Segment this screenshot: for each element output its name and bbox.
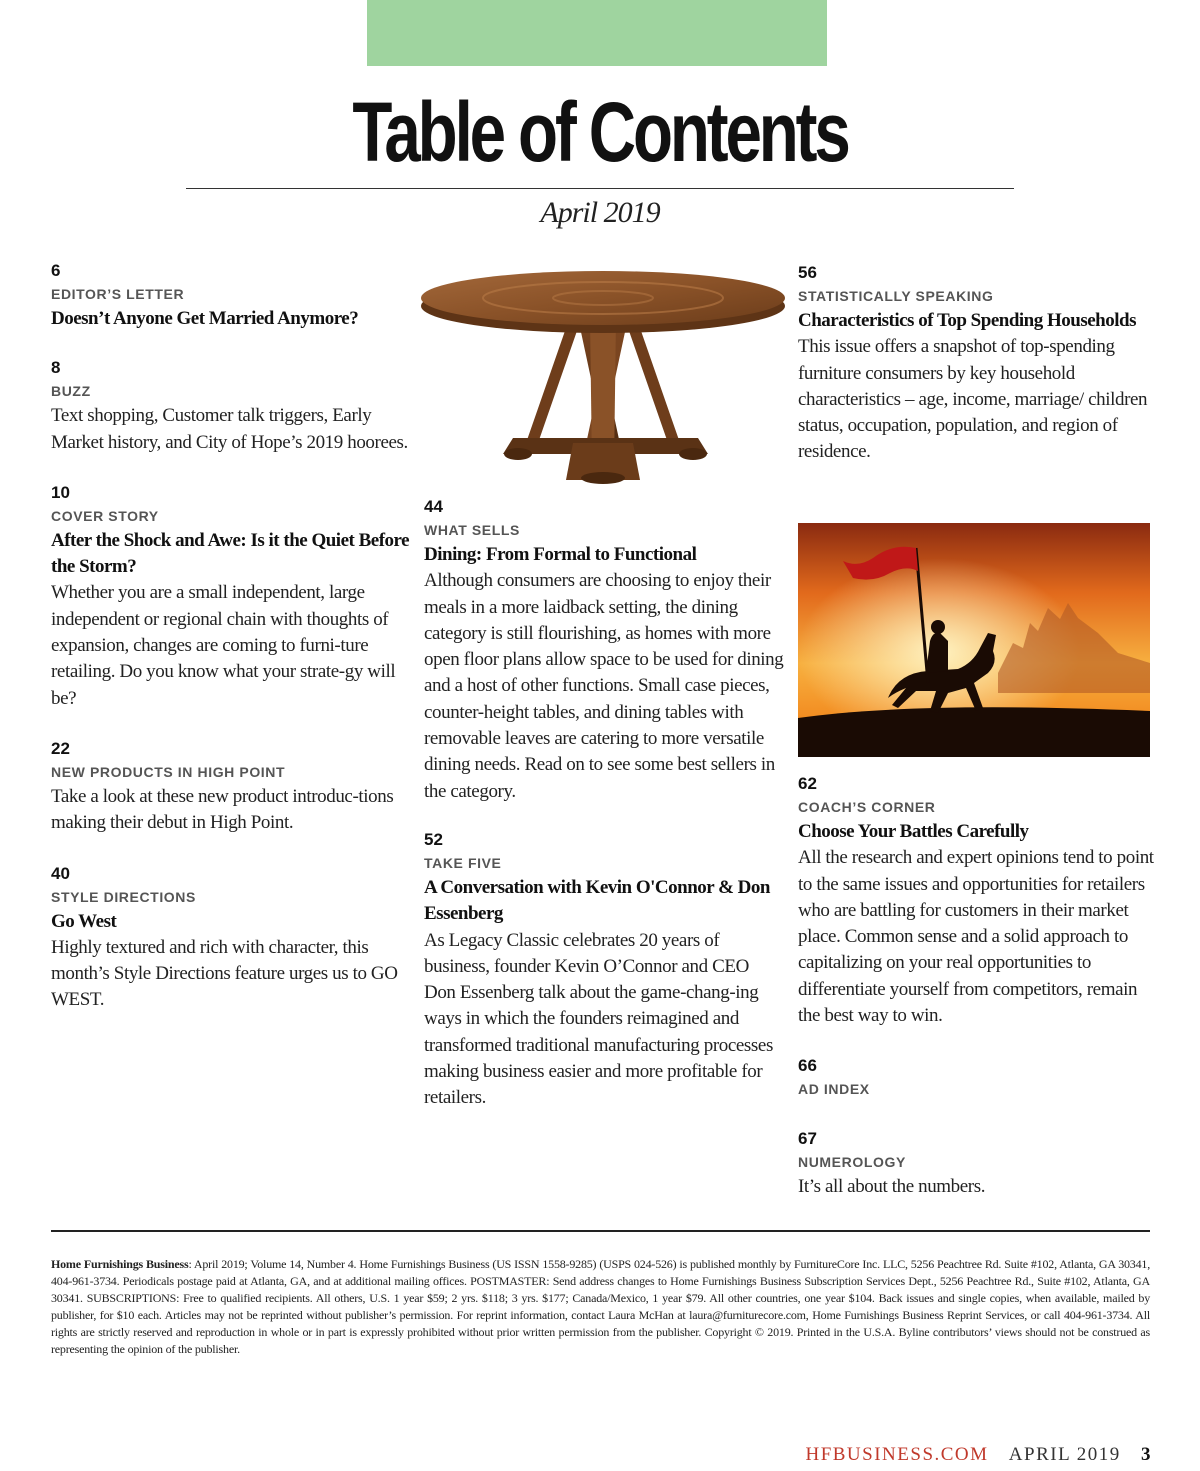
entry-headline: Dining: From Formal to Functional bbox=[424, 544, 697, 565]
entry-page-number: 56 bbox=[798, 263, 817, 282]
entry-description: It’s all about the numbers. bbox=[798, 1176, 986, 1198]
entry-page-number: 8 bbox=[51, 358, 61, 378]
header-accent-bar bbox=[367, 0, 827, 66]
publication-name: Home Furnishings Business bbox=[51, 1257, 189, 1271]
toc-entry[interactable] bbox=[798, 775, 1158, 1029]
entry-section: EDITOR’S LETTER bbox=[51, 286, 185, 302]
entry-headline: Doesn’t Anyone Get Married Anymore? bbox=[51, 308, 359, 329]
entry-section: BUZZ bbox=[51, 383, 91, 400]
toc-column-right-top bbox=[798, 264, 1158, 466]
publication-fine-print bbox=[51, 1256, 1150, 1358]
entry-headline: A Conversation with Kevin O'Connor & Don Essenberg bbox=[424, 876, 770, 925]
dining-table-image bbox=[418, 268, 788, 486]
toc-column-middle bbox=[424, 498, 784, 1112]
entry-description: Take a look at these new product introduc-tions making their debut in High Point. bbox=[51, 785, 394, 834]
entry-section: NUMEROLOGY bbox=[798, 1154, 906, 1171]
toc-entry[interactable] bbox=[51, 484, 411, 712]
entry-description: Although consumers are choosing to enjoy their meals in a more laidback setting, the dining category is still flourishing, as homes with more open floor plans allow space to be used for dining and a host of other functions. Small case pieces, counter-height tables, and dining tables with removable leaves are catering to more versatile dining needs. Read on to see some best sellers in the category. bbox=[424, 570, 784, 802]
entry-description: Whether you are a small independent, large independent or regional chain with thoughts of expansion, changes are coming to furni-ture retailing. Do you know what your strate-gy will be? bbox=[51, 582, 396, 709]
entry-page-number: 62 bbox=[798, 774, 817, 793]
entry-headline: Choose Your Battles Carefully bbox=[798, 821, 1029, 842]
entry-section: STATISTICALLY SPEAKING bbox=[798, 288, 994, 304]
publication-notice: : April 2019; Volume 14, Number 4. Home Furnishings Business (US ISSN 1558-9285) (USPS 024-526) is published monthly by FurnitureCore Inc. LLC, 5256 Peachtree Rd. Suite #102, Atlanta, GA 30341, 404-961-3734. Periodicals postage paid at Atlanta, GA, and at additional mailing offices. POSTMASTER: Send address changes to Home Furnishings Business Subscription Services Dept., 5256 Peachtree Rd., Suite #102, Atlanta, GA 30341. SUBSCRIPTIONS: Free to qualified recipients. All others, U.S. 1 year $59; 2 yrs. $118; 3 yrs. $177; Canada/Mexico, 1 year $79. All other countries, one year $104. Back issues and single copies, when available, mailed by publisher, for $10 each. Articles may not be reprinted without publisher’s permission. For reprint information, contact Laura McHan at laura@furniturecore.com, Home Furnishings Business Reprint Services, or call 404-961-3734. All rights are strictly reserved and reproduction in whole or in part is expressly prohibited without prior written permission from the publisher. Copyright © 2019. Printed in the U.S.A. Byline contributors’ views should not be construed as representing the opinion of the publisher. bbox=[51, 1257, 1150, 1356]
toc-entry[interactable] bbox=[798, 264, 1158, 466]
toc-entry[interactable] bbox=[51, 359, 411, 456]
entry-description: Highly textured and rich with character, this month’s Style Directions feature urges us to GO WEST. bbox=[51, 936, 398, 1011]
footer-site-link[interactable]: HFBUSINESS.COM bbox=[805, 1444, 989, 1465]
toc-entry[interactable] bbox=[51, 262, 411, 332]
entry-description: This issue offers a snapshot of top-spending furniture consumers by key household characteristics – age, income, marriage/ children status, occupation, population, and region of residence. bbox=[798, 336, 1148, 463]
entry-page-number: 67 bbox=[798, 1129, 817, 1149]
entry-description: All the research and expert opinions tend to point to the same issues and opportunities for retailers who are battling for customers in their market place. Common sense and a solid approach to capitalizing on your real opportunities to differentiate yourself from competitors, remain the best way to win. bbox=[798, 847, 1154, 1027]
title-divider bbox=[186, 188, 1014, 189]
entry-section: TAKE FIVE bbox=[424, 854, 502, 871]
toc-entry[interactable] bbox=[424, 498, 784, 805]
toc-entry[interactable] bbox=[798, 1057, 1158, 1098]
entry-section: AD INDEX bbox=[798, 1081, 870, 1098]
entry-section: WHAT SELLS bbox=[424, 522, 520, 538]
entry-description: Text shopping, Customer talk triggers, Early Market history, and City of Hope’s 2019 hoorees. bbox=[51, 405, 408, 453]
entry-section: STYLE DIRECTIONS bbox=[51, 888, 196, 905]
toc-entry[interactable] bbox=[798, 1130, 1158, 1200]
entry-headline: Characteristics of Top Spending Households bbox=[798, 310, 1136, 331]
toc-entry[interactable] bbox=[424, 831, 784, 1112]
page-title: Table of Contents bbox=[352, 85, 848, 179]
page-footer bbox=[805, 1444, 1152, 1466]
toc-column-left bbox=[51, 262, 411, 1014]
entry-page-number: 44 bbox=[424, 497, 443, 516]
entry-section: NEW PRODUCTS IN HIGH POINT bbox=[51, 763, 286, 780]
entry-headline: After the Shock and Awe: Is it the Quiet Before the Storm? bbox=[51, 529, 410, 578]
toc-entry[interactable] bbox=[51, 865, 411, 1014]
knight-illustration bbox=[798, 523, 1150, 757]
footer-divider bbox=[51, 1230, 1150, 1232]
issue-date: April 2019 bbox=[540, 196, 660, 229]
dining-table-illustration bbox=[418, 268, 788, 486]
footer-date: APRIL 2019 bbox=[1008, 1444, 1121, 1465]
entry-section: COACH’S CORNER bbox=[798, 799, 936, 815]
toc-column-right-bottom bbox=[798, 775, 1158, 1201]
entry-headline: Go West bbox=[51, 910, 117, 932]
entry-page-number: 40 bbox=[51, 863, 70, 883]
entry-page-number: 22 bbox=[51, 738, 70, 758]
entry-section: COVER STORY bbox=[51, 507, 159, 524]
toc-entry[interactable] bbox=[51, 740, 411, 837]
entry-page-number: 66 bbox=[798, 1056, 817, 1076]
entry-page-number: 6 bbox=[51, 261, 61, 280]
entry-description: As Legacy Classic celebrates 20 years of business, founder Kevin O’Connor and CEO Don Essenberg talk about the game-chang-ing ways in which the founders reimagined and transformed traditional manufacturing processes making business easier and more profitable for retailers. bbox=[424, 929, 773, 1109]
entry-page-number: 10 bbox=[51, 482, 70, 502]
page-number: 3 bbox=[1141, 1444, 1152, 1465]
entry-page-number: 52 bbox=[424, 829, 443, 849]
knight-silhouette-image bbox=[798, 523, 1150, 757]
